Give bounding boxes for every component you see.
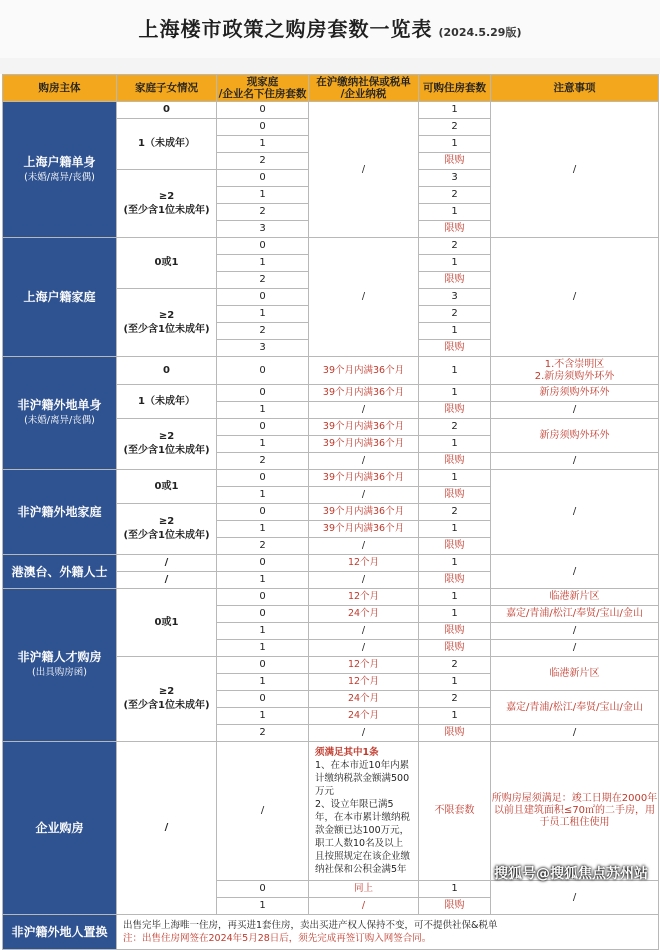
table-row [3, 238, 659, 255]
owned-count-cell: 0 [217, 657, 309, 674]
owned-count-cell: 0 [217, 470, 309, 487]
owned-count-cell: 1 [217, 136, 309, 153]
note-cell: 嘉定/青浦/松江/奉贤/宝山/金山 [491, 691, 659, 725]
owned-count-cell: 1 [217, 436, 309, 453]
table-row [3, 589, 659, 606]
buyer-type-cell: 非沪籍外地家庭 [3, 470, 117, 555]
page-title: 上海楼市政策之购房套数一览表 [138, 17, 433, 41]
allowed-count-cell: 1 [419, 589, 491, 606]
family-cell: 0或1 [117, 470, 217, 504]
family-cell: / [117, 555, 217, 572]
tax-cell: / [309, 102, 419, 238]
owned-count-cell: 1 [217, 187, 309, 204]
owned-count-cell: 2 [217, 323, 309, 340]
owned-count-cell: 0 [217, 555, 309, 572]
version-date: (2024.5.29版) [438, 26, 522, 39]
owned-count-cell: 2 [217, 153, 309, 170]
owned-count-cell: 0 [217, 170, 309, 187]
note-cell: / [491, 402, 659, 419]
buyer-type-cell: 非沪籍人才购房 (出具购房函) [3, 589, 117, 742]
note-cell: / [491, 102, 659, 238]
tax-cell: 12个月 [309, 589, 419, 606]
note-cell: / [491, 555, 659, 589]
note-cell: 新房须购外环外 [491, 385, 659, 402]
buyer-type-cell: 非沪籍外地人置换 [3, 915, 117, 950]
owned-count-cell: 0 [217, 238, 309, 255]
table-header-row [3, 75, 659, 102]
tax-cell: 39个月内满36个月 [309, 470, 419, 487]
allowed-count-cell: 1 [419, 470, 491, 487]
family-cell: 1（未成年） [117, 385, 217, 419]
owned-count-cell: 0 [217, 119, 309, 136]
tax-cell: / [309, 453, 419, 470]
allowed-count-cell: 2 [419, 238, 491, 255]
tax-cell: 39个月内满36个月 [309, 504, 419, 521]
allowed-count-cell: 1 [419, 204, 491, 221]
title-spacer [0, 58, 660, 74]
column-header: 在沪缴纳社保或税单 /企业纳税 [309, 75, 419, 102]
owned-count-cell: 2 [217, 538, 309, 555]
owned-count-cell: 2 [217, 725, 309, 742]
owned-count-cell: 1 [217, 306, 309, 323]
allowed-count-cell: 限购 [419, 487, 491, 504]
owned-count-cell: 1 [217, 402, 309, 419]
allowed-count-cell: 不限套数 [419, 742, 491, 881]
title-bar [0, 0, 660, 59]
owned-count-cell: 0 [217, 419, 309, 436]
family-cell: ≥2 (至少含1位未成年) [117, 289, 217, 357]
family-cell: / [117, 572, 217, 589]
tax-cell: / [309, 623, 419, 640]
table-row [3, 915, 659, 950]
allowed-count-cell: 1 [419, 521, 491, 538]
column-header: 可购住房套数 [419, 75, 491, 102]
allowed-count-cell: 1 [419, 323, 491, 340]
owned-count-cell: 0 [217, 691, 309, 708]
allowed-count-cell: 限购 [419, 640, 491, 657]
watermark: 搜狐号@搜狐焦点苏州站 [494, 866, 648, 882]
owned-count-cell: 0 [217, 606, 309, 623]
note-cell: 1.不含崇明区 2.新房须购外环外 [491, 357, 659, 385]
replacement-text-cell: 出售完毕上海唯一住房，再买进1套住房，卖出买进产权人保持不变，可不提供社保&税单 注：出售住房网签在2024年5月28日后，须先完成再签订购入网签合同。 [117, 915, 659, 950]
note-cell: 嘉定/青浦/松江/奉贤/宝山/金山 [491, 606, 659, 623]
owned-count-cell: 0 [217, 881, 309, 898]
tax-cell: 12个月 [309, 555, 419, 572]
family-cell: ≥2 (至少含1位未成年) [117, 170, 217, 238]
table-row [3, 102, 659, 119]
buyer-type-cell: 港澳台、外籍人士 [3, 555, 117, 589]
allowed-count-cell: 限购 [419, 340, 491, 357]
allowed-count-cell: 1 [419, 136, 491, 153]
family-cell: ≥2 (至少含1位未成年) [117, 657, 217, 742]
allowed-count-cell: 限购 [419, 153, 491, 170]
table-row [3, 742, 659, 881]
owned-count-cell: 1 [217, 708, 309, 725]
tax-cell: 24个月 [309, 708, 419, 725]
allowed-count-cell: 1 [419, 436, 491, 453]
allowed-count-cell: 限购 [419, 898, 491, 915]
allowed-count-cell: 2 [419, 119, 491, 136]
column-header: 家庭子女情况 [117, 75, 217, 102]
owned-count-cell: 1 [217, 487, 309, 504]
tax-cell: / [309, 487, 419, 504]
note-cell: 新房须购外环外 [491, 419, 659, 453]
tax-cell: 39个月内满36个月 [309, 357, 419, 385]
family-cell: / [117, 742, 217, 915]
family-cell: 0或1 [117, 238, 217, 289]
allowed-count-cell: 2 [419, 419, 491, 436]
table-row [3, 555, 659, 572]
note-cell: / [491, 881, 659, 915]
buyer-type-cell: 非沪籍外地单身 (未婚/离异/丧偶) [3, 357, 117, 470]
table-row [3, 357, 659, 385]
owned-count-cell: 1 [217, 640, 309, 657]
tax-cell: 39个月内满36个月 [309, 385, 419, 402]
owned-count-cell: 1 [217, 674, 309, 691]
tax-cell: 12个月 [309, 657, 419, 674]
allowed-count-cell: 限购 [419, 453, 491, 470]
tax-cell: / [309, 402, 419, 419]
allowed-count-cell: 1 [419, 881, 491, 898]
column-header: 购房主体 [3, 75, 117, 102]
allowed-count-cell: 限购 [419, 402, 491, 419]
owned-count-cell: 3 [217, 221, 309, 238]
allowed-count-cell: 限购 [419, 572, 491, 589]
owned-count-cell: 0 [217, 385, 309, 402]
owned-count-cell: 1 [217, 898, 309, 915]
allowed-count-cell: 1 [419, 255, 491, 272]
allowed-count-cell: 1 [419, 674, 491, 691]
owned-count-cell: 1 [217, 623, 309, 640]
allowed-count-cell: 3 [419, 289, 491, 306]
owned-count-cell: 1 [217, 255, 309, 272]
note-cell: / [491, 623, 659, 640]
note-cell: 临港新片区 [491, 589, 659, 606]
family-cell: 0 [117, 102, 217, 119]
note-cell: / [491, 470, 659, 555]
allowed-count-cell: 2 [419, 187, 491, 204]
owned-count-cell: 0 [217, 589, 309, 606]
allowed-count-cell: 1 [419, 708, 491, 725]
tax-cell: 39个月内满36个月 [309, 521, 419, 538]
owned-count-cell: 2 [217, 453, 309, 470]
allowed-count-cell: 3 [419, 170, 491, 187]
note-cell: / [491, 453, 659, 470]
allowed-count-cell: 2 [419, 657, 491, 674]
owned-count-cell: 0 [217, 102, 309, 119]
tax-cell: 24个月 [309, 691, 419, 708]
owned-count-cell: 2 [217, 204, 309, 221]
tax-cell: 39个月内满36个月 [309, 436, 419, 453]
allowed-count-cell: 限购 [419, 725, 491, 742]
tax-cell: 12个月 [309, 674, 419, 691]
tax-cell: 24个月 [309, 606, 419, 623]
owned-count-cell: 1 [217, 572, 309, 589]
allowed-count-cell: 1 [419, 357, 491, 385]
column-header: 现家庭 /企业名下住房套数 [217, 75, 309, 102]
tax-cell: / [309, 238, 419, 357]
note-cell: / [491, 725, 659, 742]
buyer-type-cell: 上海户籍家庭 [3, 238, 117, 357]
tax-cell: / [309, 898, 419, 915]
owned-count-cell: 0 [217, 289, 309, 306]
note-cell: / [491, 640, 659, 657]
family-cell: 0或1 [117, 589, 217, 657]
table-row [3, 470, 659, 487]
allowed-count-cell: 2 [419, 504, 491, 521]
column-header: 注意事项 [491, 75, 659, 102]
allowed-count-cell: 1 [419, 555, 491, 572]
note-cell: / [491, 238, 659, 357]
tax-cell: / [309, 572, 419, 589]
policy-table [2, 74, 659, 950]
owned-count-cell: 1 [217, 521, 309, 538]
allowed-count-cell: 2 [419, 691, 491, 708]
family-cell: 1（未成年） [117, 119, 217, 170]
owned-count-cell: 0 [217, 504, 309, 521]
allowed-count-cell: 限购 [419, 272, 491, 289]
allowed-count-cell: 限购 [419, 623, 491, 640]
tax-cell: / [309, 640, 419, 657]
tax-cell: / [309, 538, 419, 555]
owned-count-cell: 2 [217, 272, 309, 289]
owned-count-cell: 0 [217, 357, 309, 385]
buyer-type-cell: 上海户籍单身 (未婚/离异/丧偶) [3, 102, 117, 238]
tax-cell: 39个月内满36个月 [309, 419, 419, 436]
owned-count-cell: 3 [217, 340, 309, 357]
allowed-count-cell: 1 [419, 385, 491, 402]
family-cell: ≥2 (至少含1位未成年) [117, 419, 217, 470]
note-cell: 所购房屋须满足：竣工日期在2000年以前且建筑面积≤70㎡的二手房，用于员工租住使用 [491, 742, 659, 881]
allowed-count-cell: 1 [419, 102, 491, 119]
family-cell: 0 [117, 357, 217, 385]
family-cell: ≥2 (至少含1位未成年) [117, 504, 217, 555]
requirement-cell: 须满足其中1条 1、在本市近10年内累计缴纳税款金额满500万元 2、设立年限已满5年，在本市累计缴纳税款金额已达100万元，职工人数10名及以上且按照规定在该企业缴纳社保和公积金满5年 [309, 742, 419, 881]
allowed-count-cell: 2 [419, 306, 491, 323]
buyer-type-cell: 企业购房 [3, 742, 117, 915]
allowed-count-cell: 限购 [419, 538, 491, 555]
tax-cell: / [309, 725, 419, 742]
tax-cell: 同上 [309, 881, 419, 898]
owned-count-cell: / [217, 742, 309, 881]
allowed-count-cell: 1 [419, 606, 491, 623]
allowed-count-cell: 限购 [419, 221, 491, 238]
note-cell: 临港新片区 [491, 657, 659, 691]
